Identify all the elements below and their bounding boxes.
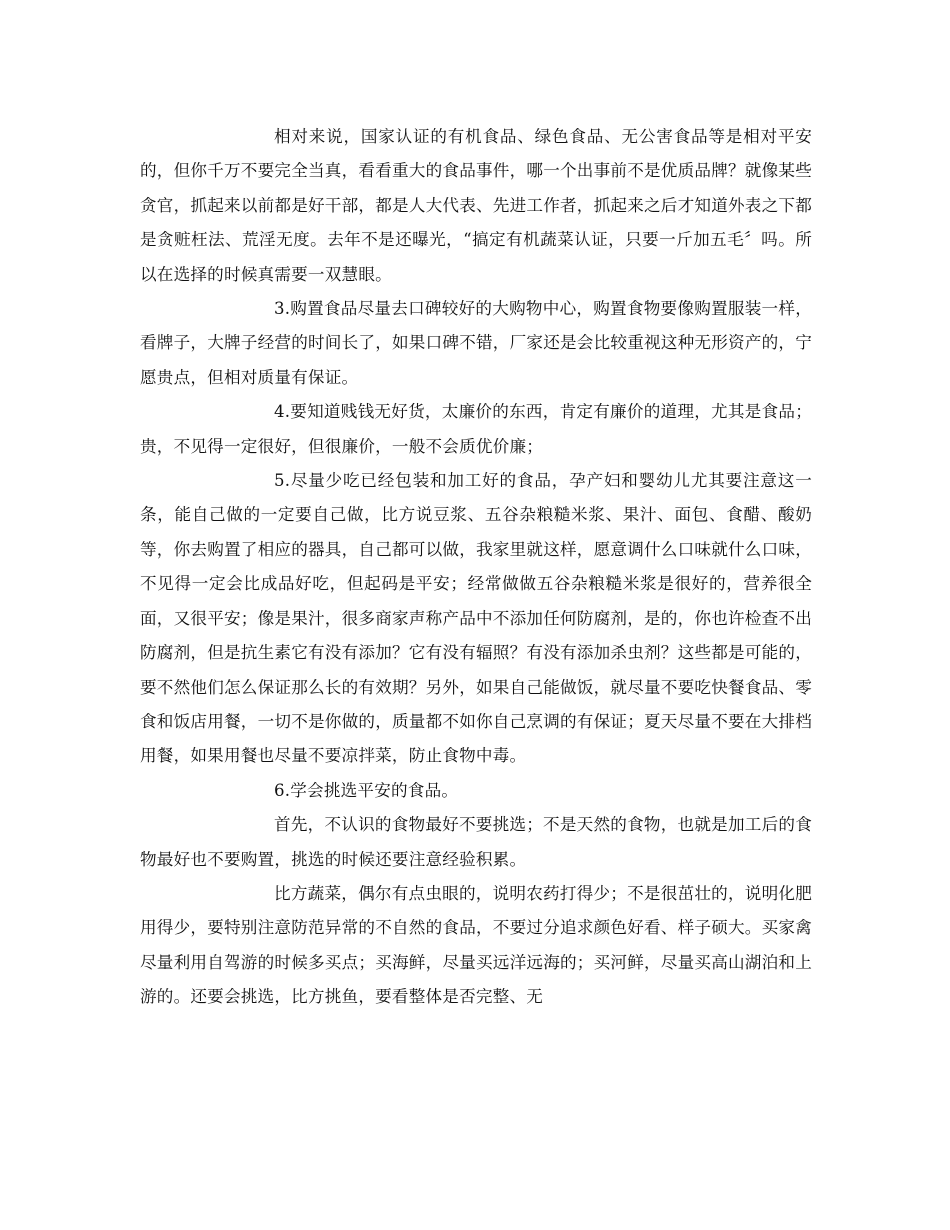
paragraph-organic-certification: 相对来说，国家认证的有机食品、绿色食品、无公害食品等是相对平安的，但你千万不要完全当真，看看重大的食品事件，哪一个出事前不是优质品牌？就像某些贪官，抓起来以前都是好干部，都是人大代表、先进工作者，抓起来之后才知道外表之下都是贪赃枉法、荒淫无度。去年不是还曝光，“搞定有机蔬菜认证，只要一斤加五毛〞吗。所以在选择的时候真需要一双慧眼。 [140,127,812,284]
paragraph-first-unknown-food: 首先，不认识的食物最好不要挑选；不是天然的食物，也就是加工后的食物最好也不要购置，挑选的时候还要注意经验积累。 [140,815,812,869]
paragraph-item-3-shopping-center: 3.购置食品尽量去口碑较好的大购物中心，购置食物要像购置服装一样，看牌子，大牌子经营的时间长了，如果口碑不错，厂家还是会比较重视这种无形资产的，宁愿贵点，但相对质量有保证。 [140,299,812,387]
paragraph-item-4-cheap-goods: 4.要知道贱钱无好货，太廉价的东西，肯定有廉价的道理，尤其是食品；贵，不见得一定很好，但很廉价，一般不会质优价廉； [140,402,812,456]
paragraph-item-5-packaged-food: 5.尽量少吃已经包装和加工好的食品，孕产妇和婴幼儿尤其要注意这一条，能自己做的一定要自己做，比方说豆浆、五谷杂粮糙米浆、果汁、面包、食醋、酸奶等，你去购置了相应的器具，自己都可以做，我家里就这样，愿意调什么口味就什么口味，不见得一定会比成品好吃，但起码是平安；经常做做五谷杂粮糙米浆是很好的，营养很全面，又很平安；像是果汁，很多商家声称产品中不添加任何防腐剂，是的，你也许检查不出防腐剂，但是抗生素它有没有添加？它有没有辐照？有没有添加杀虫剂？这些都是可能的，要不然他们怎么保证那么长的有效期？另外，如果自己能做饭，就尽量不要吃快餐食品、零食和饭店用餐，一切不是你做的，质量都不如你自己烹调的有保证；夏天尽量不要在大排档用餐，如果用餐也尽量不要凉拌菜，防止食物中毒。 [140,471,812,766]
paragraph-item-6-choose-safe-food: 6.学会挑选平安的食品。 [274,780,459,800]
document-body [140,120,812,1015]
paragraph-vegetables-example: 比方蔬菜，偶尔有点虫眼的，说明农药打得少；不是很茁壮的，说明化肥用得少，要特别注意防范异常的不自然的食品，不要过分追求颜色好看、样子硕大。买家禽尽量利用自驾游的时候多买点；买海鲜，尽量买远洋远海的；买河鲜，尽量买高山湖泊和上游的。还要会挑选，比方挑鱼，要看整体是否完整、无 [140,883,812,1007]
